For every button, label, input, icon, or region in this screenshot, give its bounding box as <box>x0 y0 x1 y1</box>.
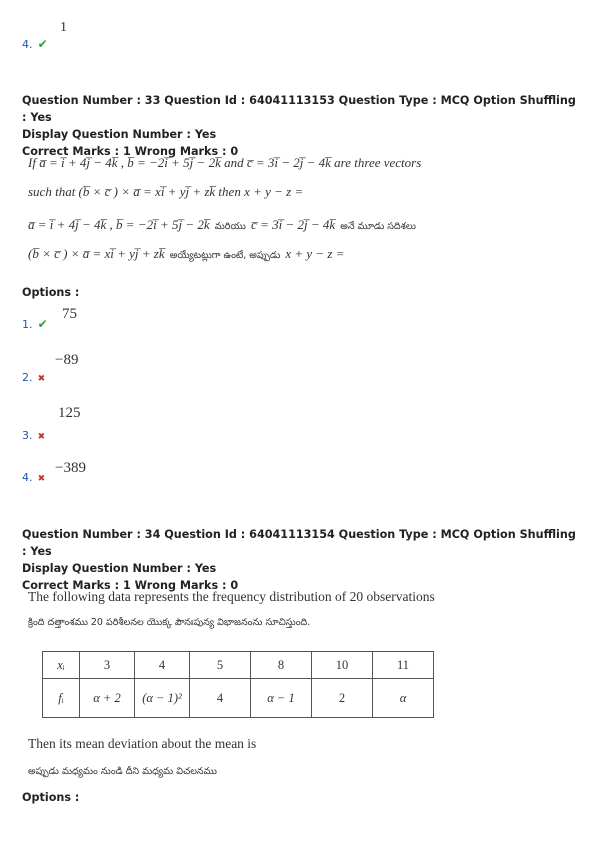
table-cell: 8 <box>251 652 312 679</box>
header-line: Question Number : 34 Question Id : 64041113154 Question Type : MCQ Option Shuffling : Yes <box>22 528 576 558</box>
check-icon: ✔ <box>37 317 48 331</box>
question-33-telugu-line-1 <box>28 214 416 234</box>
cross-icon: ✖ <box>37 432 46 442</box>
cross-icon: ✖ <box>37 474 46 484</box>
prev-option-4 <box>22 33 48 52</box>
table-row-x <box>43 652 434 679</box>
table-cell: 2 <box>312 679 373 718</box>
question-33-english-line-2: such that (b̅ × c̅ ) × a̅ = xi̅ + yj̅ + zk̅ then x + y − z = <box>28 184 304 199</box>
telugu-text: అయ్యేటట్లుగా ఉంటే, అప్పుడు <box>169 250 281 261</box>
question-34-english-line-2: Then its mean deviation about the mean is <box>28 736 257 751</box>
table-cell: 5 <box>190 652 251 679</box>
table-header-cell: xᵢ <box>43 652 80 679</box>
option-value: 125 <box>58 405 81 421</box>
question-33-english-line-1: If a̅ = i̅ + 4j̅ − 4k̅ , b̅ = −2i̅ + 5j̅ − 2k̅ and c̅ = 3i̅ − 2j̅ − 4k̅ are three vectors <box>28 155 422 170</box>
option-number: 4. <box>22 471 33 484</box>
question-34-telugu-line-1: క్రింది దత్తాంశము 20 పరిశీలనల యొక్క పౌనఃపున్య విభాజనంను సూచిస్తుంది. <box>28 617 311 628</box>
table-cell: α <box>373 679 434 718</box>
option-1 <box>22 313 48 332</box>
header-line: Correct Marks : 1 Wrong Marks : 0 <box>22 145 239 158</box>
table-header-cell: fᵢ <box>43 679 80 718</box>
math-expression: c̅ = 3i̅ − 2j̅ − 4k̅ <box>251 217 336 232</box>
question-34-telugu-line-2: అప్పుడు మధ్యమం నుండి దీని మధ్యమ విచలనము <box>28 766 217 777</box>
options-label: Options : <box>22 286 80 299</box>
telugu-text: అనే మూడు సదిశలు <box>340 221 416 232</box>
math-expression: (b̅ × c̅ ) × a̅ = xi̅ + yj̅ + zk̅ <box>28 246 165 261</box>
option-value: −389 <box>55 460 86 476</box>
options-label: Options : <box>22 791 80 804</box>
table-cell: α + 2 <box>80 679 135 718</box>
table-cell: 3 <box>80 652 135 679</box>
option-value: −89 <box>55 352 79 368</box>
math-expression: a̅ = i̅ + 4j̅ − 4k̅ , b̅ = −2i̅ + 5j̅ − 2k̅ <box>28 217 210 232</box>
math-expression: x + y − z = <box>285 246 345 261</box>
table-row-f <box>43 679 434 718</box>
question-34-english-line-1: The following data represents the frequency distribution of 20 observations <box>28 589 435 604</box>
table-cell: 4 <box>135 652 190 679</box>
header-line: Question Number : 33 Question Id : 64041113153 Question Type : MCQ Option Shuffling : Yes <box>22 94 576 124</box>
cross-icon: ✖ <box>37 374 46 384</box>
table-cell: (α − 1)² <box>135 679 190 718</box>
option-4 <box>22 466 45 485</box>
table-cell: 11 <box>373 652 434 679</box>
table-cell: 4 <box>190 679 251 718</box>
option-number: 3. <box>22 429 33 442</box>
option-number: 1. <box>22 318 33 331</box>
question-33-telugu-line-2 <box>28 243 345 263</box>
header-line: Display Question Number : Yes <box>22 562 217 575</box>
option-2 <box>22 366 45 385</box>
telugu-text: మరియు <box>214 221 246 232</box>
header-line: Display Question Number : Yes <box>22 128 217 141</box>
option-value: 75 <box>62 306 77 322</box>
option-number: 2. <box>22 371 33 384</box>
frequency-table <box>42 651 434 718</box>
question-33-header <box>22 92 582 160</box>
check-icon: ✔ <box>37 37 48 51</box>
option-3 <box>22 424 45 443</box>
option-number: 4. <box>22 38 33 51</box>
table-cell: α − 1 <box>251 679 312 718</box>
option-value: 1 <box>60 20 67 35</box>
header-line: Correct Marks : 1 Wrong Marks : 0 <box>22 579 239 592</box>
question-34-header <box>22 526 582 594</box>
table-cell: 10 <box>312 652 373 679</box>
